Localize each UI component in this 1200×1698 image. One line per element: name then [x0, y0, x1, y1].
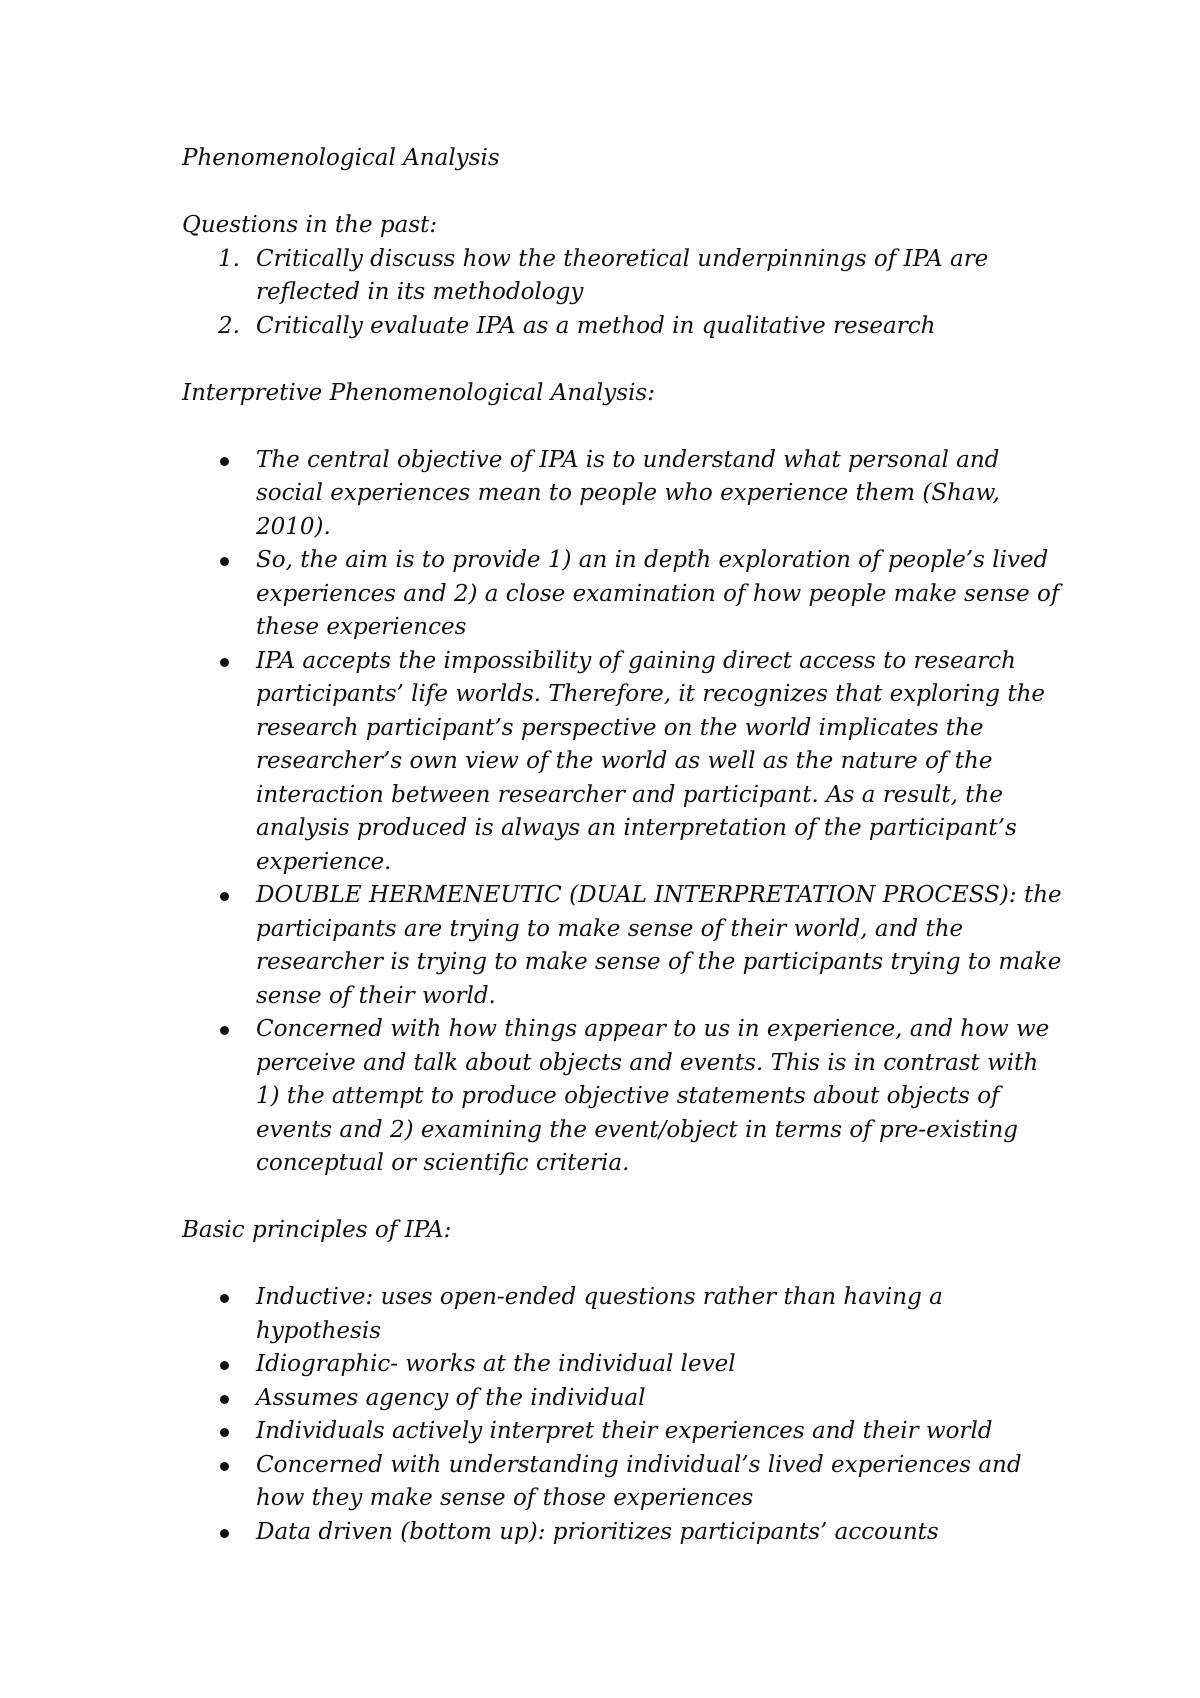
list-item-text: Individuals actively interpret their experiences and their world	[256, 1418, 993, 1444]
bullet-icon	[220, 1026, 229, 1035]
past-questions-heading: Questions in the past:	[182, 212, 438, 238]
list-item-text: IPA accepts the impossibility of gaining direct access to research participants’ life worlds. Therefore, it recognizes that exploring the research participant’s perspective on the world implicates the researcher’s own view of the world as well as the nature of the interaction between researcher and participant. As a result, the analysis produced is always an interpretation of the participant’s experience.	[256, 647, 1045, 875]
list-item-text: Concerned with understanding individual’s lived experiences and how they make sense of those experiences	[256, 1451, 1022, 1511]
list-item	[182, 544, 1062, 645]
list-item-text: The central objective of IPA is to understand what personal and social experiences mean to people who experience them (Shaw, 2010).	[256, 446, 1000, 540]
list-item	[182, 879, 1062, 1013]
list-item	[182, 1281, 1062, 1348]
document-title: Phenomenological Analysis	[182, 145, 500, 171]
bullet-icon	[220, 892, 229, 901]
list-item	[182, 1449, 1062, 1516]
list-item	[182, 645, 1062, 880]
bullet-icon	[220, 1428, 229, 1437]
list-item	[182, 1382, 1062, 1416]
bullet-icon	[220, 1529, 229, 1538]
bullet-icon	[220, 658, 229, 667]
list-item-text: So, the aim is to provide 1) an in depth exploration of people’s lived experiences and 2) a close examination of how people make sense of these experiences	[256, 547, 1060, 640]
past-questions-list	[182, 243, 1062, 344]
bullet-icon	[220, 1462, 229, 1471]
list-item	[182, 1348, 1062, 1382]
list-item-text: Data driven (bottom up): prioritizes participants’ accounts	[256, 1518, 939, 1545]
list-item	[182, 310, 1062, 344]
list-item-text: Critically discuss how the theoretical underpinnings of IPA are reflected in its methodology	[256, 245, 989, 305]
bullet-icon	[220, 1361, 229, 1370]
principles-bullet-list	[182, 1281, 1062, 1549]
list-item	[182, 243, 1062, 310]
list-item-text: Critically evaluate IPA as a method in qualitative research	[256, 312, 936, 339]
list-item-text: Idiographic- works at the individual level	[256, 1351, 736, 1377]
list-item-text: Assumes agency of the individual	[256, 1384, 646, 1411]
list-item-number: 1.	[218, 245, 240, 272]
spacer	[182, 343, 1062, 377]
bullet-icon	[220, 557, 229, 566]
ipa-bullet-list	[182, 444, 1062, 1181]
list-item-text: Inductive: uses open-ended questions rather than having a hypothesis	[256, 1284, 943, 1344]
list-item	[182, 1516, 1062, 1550]
list-item	[182, 1415, 1062, 1449]
list-item-text: DOUBLE HERMENEUTIC (DUAL INTERPRETATION PROCESS): the participants are trying to make sense of their world, and the researcher is trying to make sense of the participants trying to make sense of their world.	[256, 882, 1062, 1009]
spacer	[182, 410, 1062, 444]
principles-heading: Basic principles of IPA:	[182, 1217, 452, 1243]
document-body	[182, 142, 1062, 1549]
spacer	[182, 1181, 1062, 1215]
bullet-icon	[220, 1395, 229, 1404]
list-item-text: Concerned with how things appear to us in experience, and how we perceive and talk about objects and events. This is in contrast with 1) the attempt to produce objective statements about objects of events and 2) examining the event/object in terms of pre-existing conceptual or scientific criteria.	[256, 1016, 1050, 1176]
spacer	[182, 1248, 1062, 1282]
ipa-heading: Interpretive Phenomenological Analysis:	[182, 379, 655, 406]
bullet-icon	[220, 457, 229, 466]
list-item	[182, 1013, 1062, 1181]
bullet-icon	[220, 1294, 229, 1303]
list-item	[182, 444, 1062, 545]
list-item-number: 2.	[218, 312, 240, 339]
